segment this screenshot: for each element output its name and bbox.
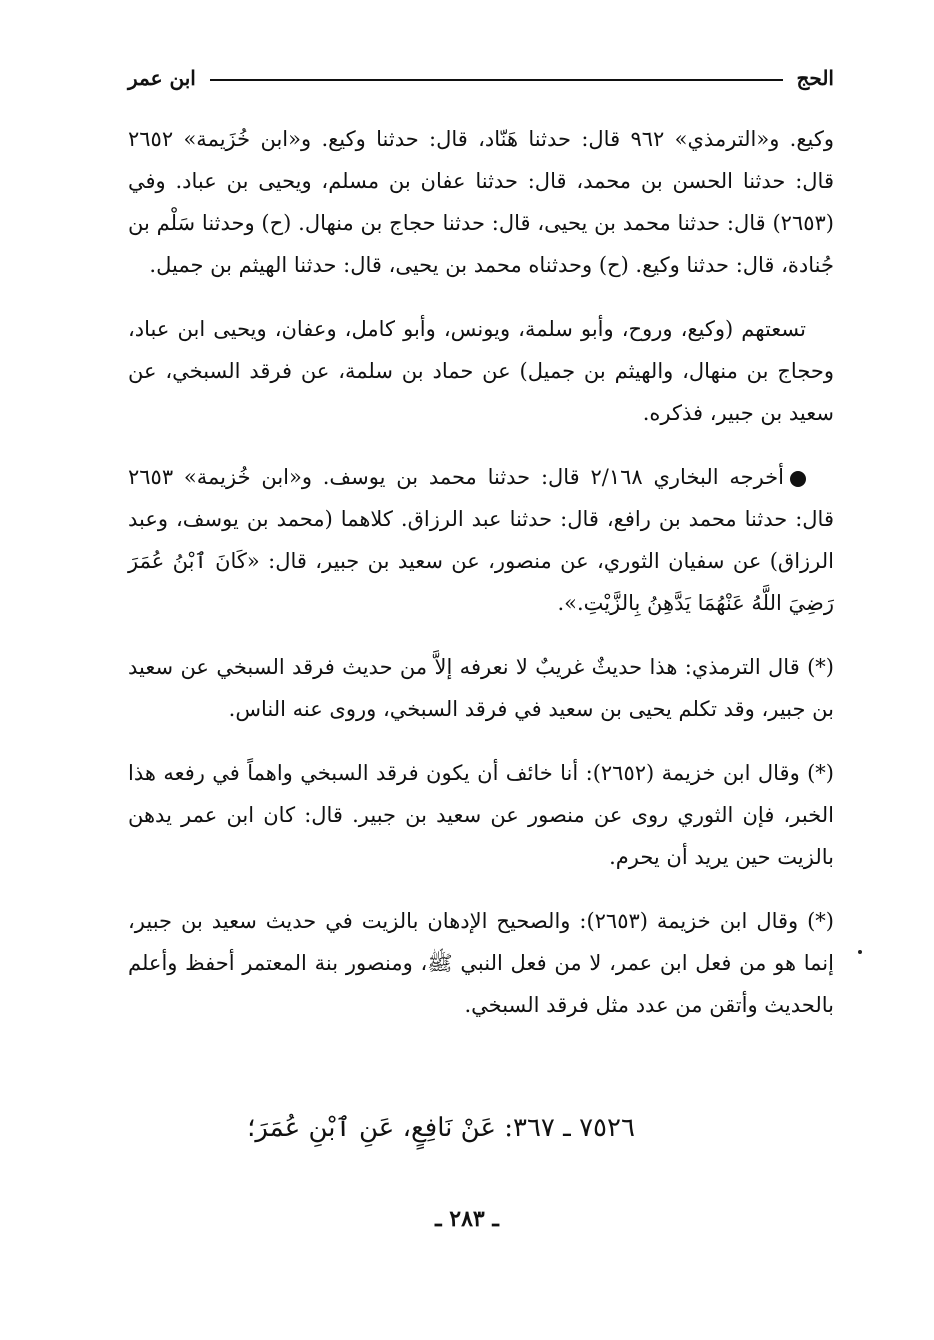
header-rule bbox=[210, 79, 783, 81]
hadith-heading: ٧٥٢٦ ـ ٣٦٧: عَنْ نَافِعٍ، عَنِ ٱبْنِ عُمَرَ؛ bbox=[247, 1113, 635, 1143]
hadith-quote: «كَانَ ٱبْنُ عُمَرَ رَضِيَ اللَّهُ عَنْهُمَا يَدَّهِنُ بِالزَّيْتِ.» bbox=[128, 549, 834, 615]
note-tirmidhi: (*) قال الترمذي: هذا حديثٌ غريبٌ لا نعرفه إلاَّ من حديث فرقد السبخي عن سعيد بن جبير، وقد تكلم يحيى بن سعيد في فرقد السبخي، وروى عنه الناس. bbox=[128, 655, 834, 721]
paragraph-isnad: وكيع. و«الترمذي» ٩٦٢ قال: حدثنا هَنّاد، قال: حدثنا وكيع. و«ابن خُزَيمة» ٢٦٥٢ قال: حدثنا الحسن بن محمد، قال: حدثنا عفان بن مسلم، ويحيى بن عباد. وفي (٢٦٥٣) قال: حدثنا محمد بن يحيى، قال: حدثنا حجاج بن منهال. (ح) وحدثنا سَلْم بن جُنادة، قال: حدثنا وكيع. (ح) وحدثناه محمد بن يحيى، قال: حدثنا الهيثم بن جميل. bbox=[128, 127, 834, 277]
header-section: ابن عمر bbox=[128, 66, 196, 90]
margin-dot bbox=[858, 950, 862, 954]
body-text bbox=[128, 118, 834, 1048]
paragraph-bukhari bbox=[128, 456, 834, 624]
paragraph-bukhari-text: أخرجه البخاري ٢/١٦٨ قال: حدثنا محمد بن يوسف. و«ابن خُزيمة» ٢٦٥٣ قال: حدثنا محمد بن رافع، قال: حدثنا عبد الرزاق. كلاهما (محمد بن يوسف، وعبد الرزاق) عن سفيان الثوري، عن منصور، عن سعيد بن جبير، قال: bbox=[128, 465, 834, 573]
page-number: ـ ٢٨٣ ـ bbox=[435, 1206, 499, 1232]
header-chapter: الحج bbox=[796, 66, 834, 90]
note-ibn-khuzaymah-2653: (*) وقال ابن خزيمة (٢٦٥٣): والصحيح الإدهان بالزيت في حديث سعيد بن جبير، إنما هو من فعل ابن عمر، لا من فعل النبي ﷺ، ومنصور بنة المعتمر أحفظ وأعلم بالحديث وأتقن من عدد مثل فرقد السبخي. bbox=[128, 909, 834, 1017]
bullet-icon bbox=[790, 471, 806, 487]
paragraph-bukhari-end: . bbox=[557, 591, 565, 615]
note-ibn-khuzaymah-2652: (*) وقال ابن خزيمة (٢٦٥٢): أنا خائف أن يكون فرقد السبخي واهماً في رفعه هذا الخبر، فإن الثوري روى عن منصور عن سعيد بن جبير. قال: كان ابن عمر يدهن بالزيت حين يريد أن يحرم. bbox=[128, 761, 834, 869]
running-header bbox=[128, 60, 834, 96]
paragraph-narrators: تسعتهم (وكيع، وروح، وأبو سلمة، ويونس، وأبو كامل، وعفان، ويحيى ابن عباد، وحجاج بن منهال، والهيثم بن جميل) عن حماد بن سلمة، عن فرقد السبخي، عن سعيد بن جبير، فذكره. bbox=[128, 317, 834, 425]
